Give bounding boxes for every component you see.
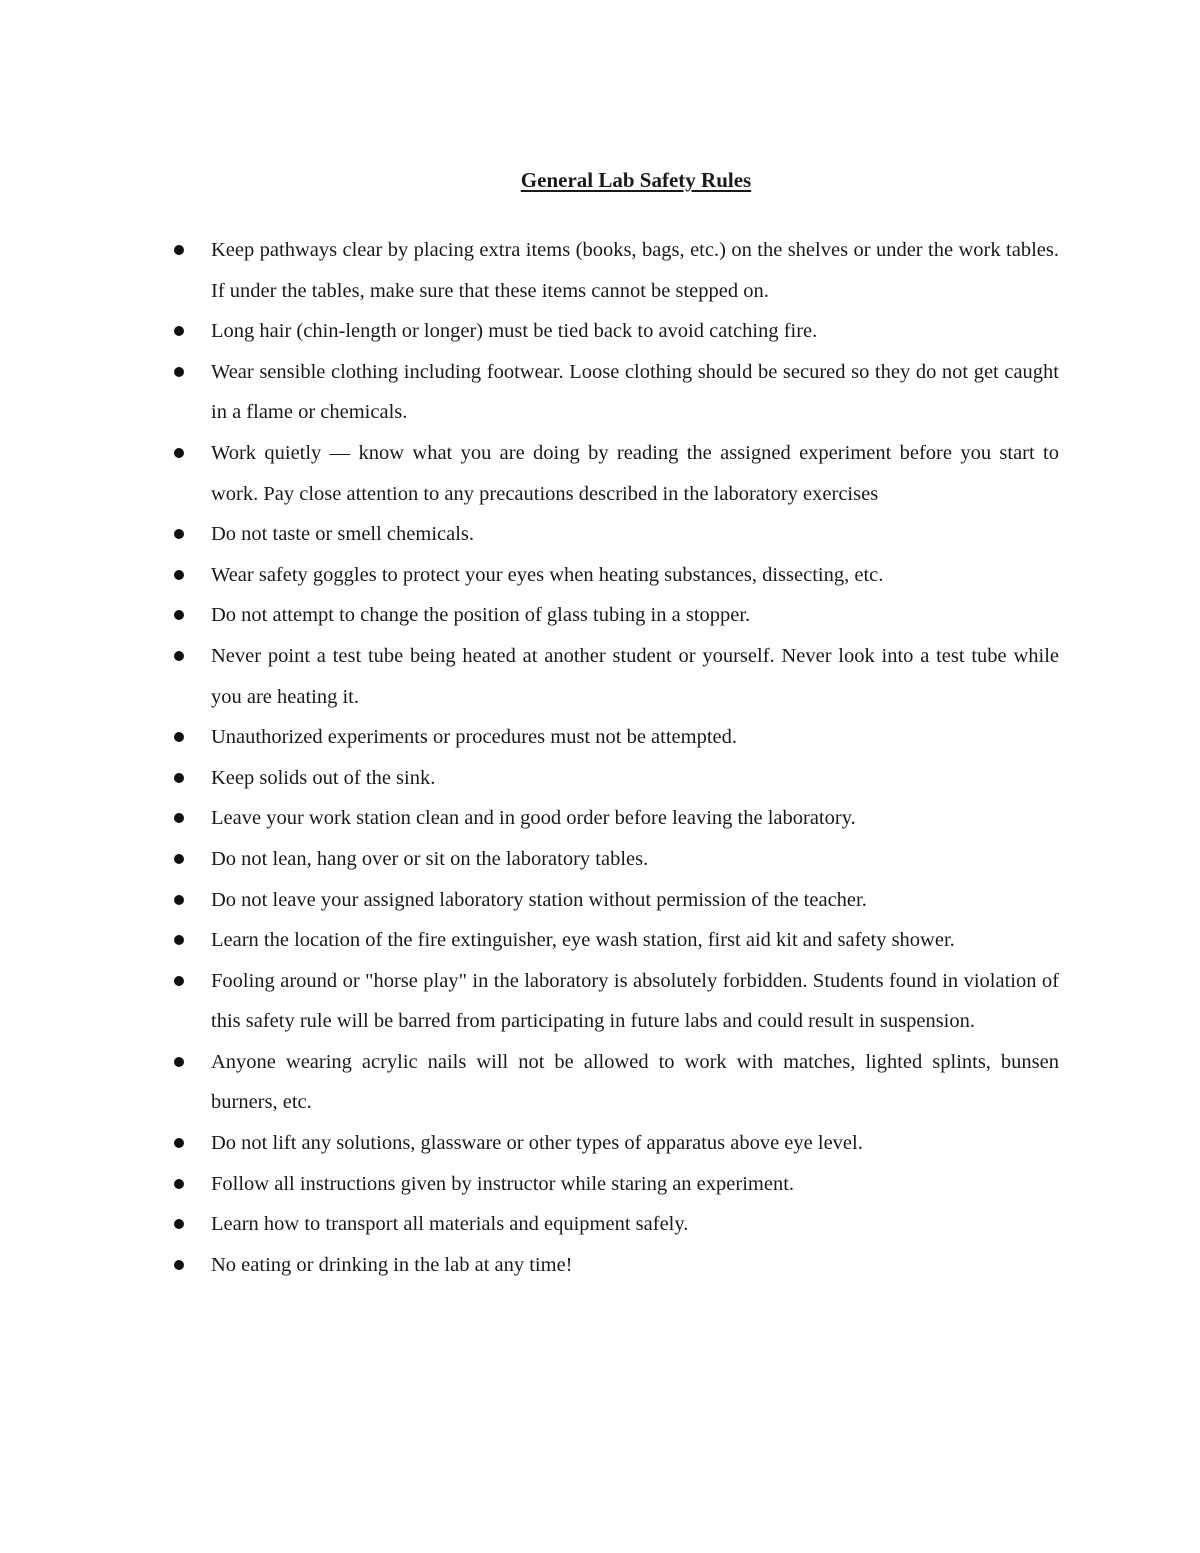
bullet-icon: [174, 732, 184, 742]
rule-text: Wear safety goggles to protect your eyes when heating substances, dissecting, etc.: [211, 563, 884, 586]
page-title: General Lab Safety Rules: [520, 168, 752, 192]
bullet-icon: [174, 570, 184, 580]
rule-text: Wear sensible clothing including footwear. Loose clothing should be secured so they do not get caught in a flame or chemicals.: [211, 360, 1059, 424]
bullet-icon: [174, 976, 184, 986]
rule-text: Unauthorized experiments or procedures must not be attempted.: [211, 726, 738, 749]
rule-text: Do not attempt to change the position of glass tubing in a stopper.: [211, 604, 751, 627]
bullet-icon: [174, 651, 184, 661]
list-item: [211, 880, 1059, 921]
list-item: [211, 1204, 1059, 1245]
list-item: [211, 433, 1059, 514]
rule-text: Long hair (chin-length or longer) must be tied back to avoid catching fire.: [211, 320, 818, 343]
rule-text: Leave your work station clean and in good order before leaving the laboratory.: [211, 807, 856, 830]
list-item: [211, 1042, 1059, 1123]
list-item: [211, 798, 1059, 839]
rule-text: Keep pathways clear by placing extra items (books, bags, etc.) on the shelves or under the work tables. If under the tables, make sure that these items cannot be stepped on.: [211, 239, 1059, 302]
rule-text: Work quietly — know what you are doing by reading the assigned experiment before you start to work. Pay close attention to any precautions described in the laboratory exercises: [211, 441, 1059, 505]
bullet-icon: [174, 529, 184, 539]
list-item: [211, 230, 1059, 311]
list-item: [211, 758, 1059, 799]
list-item: [211, 920, 1059, 961]
bullet-icon: [174, 367, 184, 377]
list-item: [211, 1164, 1059, 1205]
bullet-icon: [174, 448, 184, 458]
rule-text: Learn how to transport all materials and equipment safely.: [211, 1213, 689, 1236]
bullet-icon: [174, 935, 184, 945]
bullet-icon: [174, 854, 184, 864]
list-item: [211, 717, 1059, 758]
safety-rules-list: [211, 230, 1059, 1285]
list-item: [211, 839, 1059, 880]
bullet-icon: [174, 1179, 184, 1189]
rule-text: Do not leave your assigned laboratory station without permission of the teacher.: [211, 888, 867, 911]
list-item: [211, 311, 1059, 352]
list-item: [211, 1245, 1059, 1286]
list-item: [211, 352, 1059, 433]
rule-text: Do not lean, hang over or sit on the laboratory tables.: [211, 847, 649, 870]
rule-text: Anyone wearing acrylic nails will not be allowed to work with matches, lighted splints, bunsen burners, etc.: [211, 1050, 1059, 1114]
bullet-icon: [174, 773, 184, 783]
bullet-icon: [174, 895, 184, 905]
list-item: [211, 514, 1059, 555]
bullet-icon: [174, 1138, 184, 1148]
list-item: [211, 595, 1059, 636]
list-item: [211, 961, 1059, 1042]
list-item: [211, 1123, 1059, 1164]
rule-text: Do not taste or smell chemicals.: [211, 523, 475, 546]
rule-text: No eating or drinking in the lab at any time!: [211, 1253, 573, 1276]
bullet-icon: [174, 1057, 184, 1067]
bullet-icon: [174, 813, 184, 823]
bullet-icon: [174, 610, 184, 620]
rule-text: Fooling around or "horse play" in the laboratory is absolutely forbidden. Students found in violation of this safety rule will be barred from participating in future labs and could result in suspension.: [211, 969, 1059, 1033]
bullet-icon: [174, 1219, 184, 1229]
bullet-icon: [174, 245, 184, 255]
rule-text: Do not lift any solutions, glassware or other types of apparatus above eye level.: [211, 1132, 863, 1155]
list-item: [211, 555, 1059, 596]
bullet-icon: [174, 326, 184, 336]
bullet-icon: [174, 1260, 184, 1270]
rule-text: Learn the location of the fire extinguisher, eye wash station, first aid kit and safety shower.: [211, 929, 955, 952]
list-item: [211, 636, 1059, 717]
rule-text: Never point a test tube being heated at another student or yourself. Never look into a test tube while you are heating it.: [211, 644, 1059, 708]
rule-text: Follow all instructions given by instructor while staring an experiment.: [211, 1172, 795, 1195]
rule-text: Keep solids out of the sink.: [211, 766, 436, 789]
